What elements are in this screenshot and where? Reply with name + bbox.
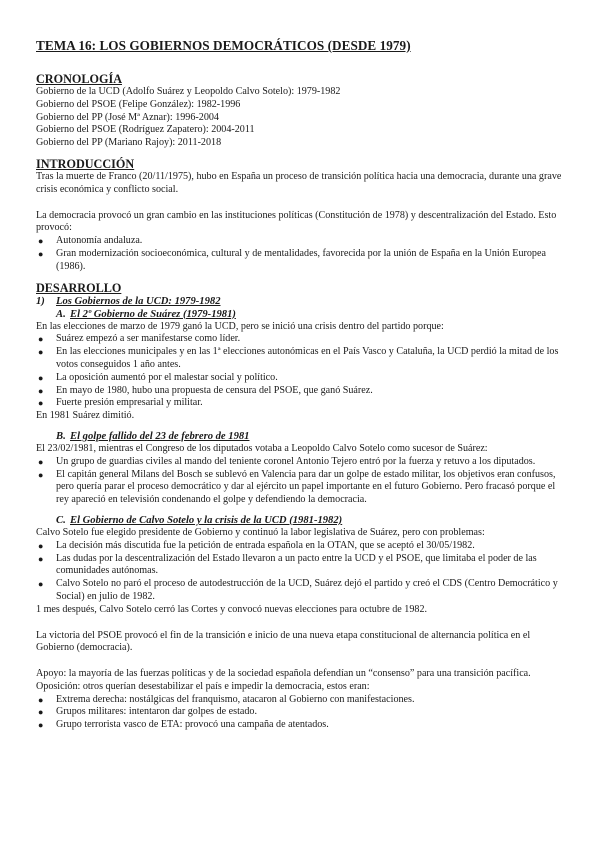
introduccion-bullets <box>36 235 570 273</box>
list-item: ● Un grupo de guardias civiles al mando del teniente coronel Antonio Tejero entró por la fuerza y retuvo a los diputados. <box>38 455 536 467</box>
cronologia-list <box>36 86 570 150</box>
subsection-c-outro: 1 mes después, Calvo Sotelo cerró las Cortes y convocó nuevas elecciones para octubre de 1982. <box>36 603 428 615</box>
list-item: ● La decisión más discutida fue la petición de entrada española en la OTAN, que se aceptó el 30/05/1982. <box>38 539 475 551</box>
bullet-icon: ● <box>38 372 44 383</box>
list-item: ● Calvo Sotelo no paró el proceso de autodestrucción de la UCD, Suárez dejó el partido y creó el CDS (Centro Democrático y Social) en julio de 1982. <box>38 578 558 602</box>
list-item: ● Grupo terrorista vasco de ETA: provocó una campaña de atentados. <box>38 719 329 731</box>
subsection-c-bullets <box>36 540 570 604</box>
cronologia-line: Gobierno del PSOE (Rodríguez Zapatero): 2004-2011 <box>36 124 255 136</box>
list-item: ● Suárez empezó a ser manifestarse como líder. <box>38 333 241 345</box>
cronologia-line: Gobierno del PSOE (Felipe González): 1982-1996 <box>36 98 241 110</box>
bullet-icon: ● <box>38 456 44 467</box>
list-item: ● Las dudas por la descentralización del Estado llevaron a un pacto entre la UCD y el PSOE, que limitaba el poder de las comunidades autónomas. <box>38 552 537 577</box>
list-item: ● El capitán general Milans del Bosch se sublevó en Valencia para dar un golpe de estado militar, los objetivos eran confusos, pero quería parar el proceso democrático y dar al ejército un papel importante en el futuro Gobierno. Pero fracasó porque el rey apareció en televisión condenando el golpe y defendiendo la democracia. <box>38 468 556 506</box>
bullet-icon: ● <box>38 694 44 705</box>
bullet-icon: ● <box>38 236 44 247</box>
bullet-icon: ● <box>38 553 44 564</box>
cronologia-line: Gobierno de la UCD (Adolfo Suárez y Leopoldo Calvo Sotelo): 1979-1982 <box>36 86 341 97</box>
bullet-icon: ● <box>38 720 44 731</box>
bullet-icon: ● <box>38 469 44 480</box>
bullet-icon: ● <box>38 707 44 718</box>
subsection-a-intro: En las elecciones de marzo de 1979 ganó la UCD, pero se inició una crisis dentro del partido porque: <box>36 320 444 332</box>
bullet-icon: ● <box>38 579 44 590</box>
subsection-a-bullets <box>36 333 570 410</box>
cronologia-line: Gobierno del PP (Mariano Rajoy): 2011-2018 <box>36 137 222 149</box>
cronologia-heading: CRONOLOGÍA <box>36 72 122 86</box>
list-item: ● Autonomía andaluza. <box>38 235 143 247</box>
list-item: ● Grupos militares: intentaron dar golpes de estado. <box>38 706 257 718</box>
apoyo-paragraph: Apoyo: la mayoría de las fuerzas políticas y de la sociedad española defendían un “consenso” para una transición pacífica. <box>36 668 531 680</box>
list-item: ● Gran modernización socioeconómica, cultural y de mentalidades, favorecida por la unión de España en la Unión Europea (1986). <box>38 247 546 272</box>
list-item: ● En mayo de 1980, hubo una propuesta de censura del PSOE, que ganó Suárez. <box>38 384 373 396</box>
introduccion-paragraph-1: Tras la muerte de Franco (20/11/1975), hubo en España un proceso de transición política hacia una democracia, durante una grave crisis económica y conflicto social. <box>36 170 562 195</box>
introduccion-paragraph-2: La democracia provocó un gran cambio en las instituciones políticas (Constitución de 1978) y descentralización del Estado. Esto provocó: <box>36 209 557 234</box>
page-title: TEMA 16: LOS GOBIERNOS DEMOCRÁTICOS (DESDE 1979) <box>36 38 411 53</box>
list-item: ● Fuerte presión empresarial y militar. <box>38 397 203 409</box>
subsection-a-heading: A. El 2º Gobierno de Suárez (1979-1981) <box>56 308 236 320</box>
subsection-b-intro: El 23/02/1981, mientras el Congreso de los diputados votaba a Leopoldo Calvo Sotelo como sucesor de Suárez: <box>36 442 488 454</box>
bullet-icon: ● <box>38 334 44 345</box>
list-item: ● En las elecciones municipales y en las 1ª elecciones autonómicas en el País Vasco y Cataluña, la UCD perdió la mitad de los votos conseguidos 1 año antes. <box>38 346 559 370</box>
introduccion-heading: INTRODUCCIÓN <box>36 156 135 171</box>
subsection-b-heading: B. El golpe fallido del 23 de febrero de 1981 <box>56 430 250 442</box>
bullet-icon: ● <box>38 248 44 259</box>
list-item: ● La oposición aumentó por el malestar social y político. <box>38 371 278 383</box>
section-1-heading: 1) Los Gobiernos de la UCD: 1979-1982 <box>36 295 221 307</box>
cronologia-line: Gobierno del PP (José Mª Aznar): 1996-2004 <box>36 111 219 123</box>
oposicion-paragraph: Oposición: otros querían desestabilizar el país e impedir la democracia, estos eran: <box>36 680 370 692</box>
subsection-c-heading: C. El Gobierno de Calvo Sotelo y la crisis de la UCD (1981-1982) <box>56 514 343 526</box>
document-page <box>36 38 570 732</box>
bullet-icon: ● <box>38 540 44 551</box>
subsection-c-intro: Calvo Sotelo fue elegido presidente de Gobierno y continuó la labor legislativa de Suárez, pero con problemas: <box>36 526 485 538</box>
victoria-paragraph: La victoria del PSOE provocó el fin de la transición e inicio de una nueva etapa constitucional de alternancia política en el Gobierno (democracia). <box>36 629 531 654</box>
bullet-icon: ● <box>38 347 44 358</box>
subsection-b-bullets <box>36 456 570 507</box>
subsection-a-outro: En 1981 Suárez dimitió. <box>36 410 135 422</box>
bullet-icon: ● <box>38 398 44 409</box>
oposicion-bullets <box>36 694 570 732</box>
bullet-icon: ● <box>38 385 44 396</box>
list-item: ● Extrema derecha: nostálgicas del franquismo, atacaron al Gobierno con manifestaciones. <box>38 693 415 705</box>
desarrollo-heading: DESARROLLO <box>36 280 122 295</box>
